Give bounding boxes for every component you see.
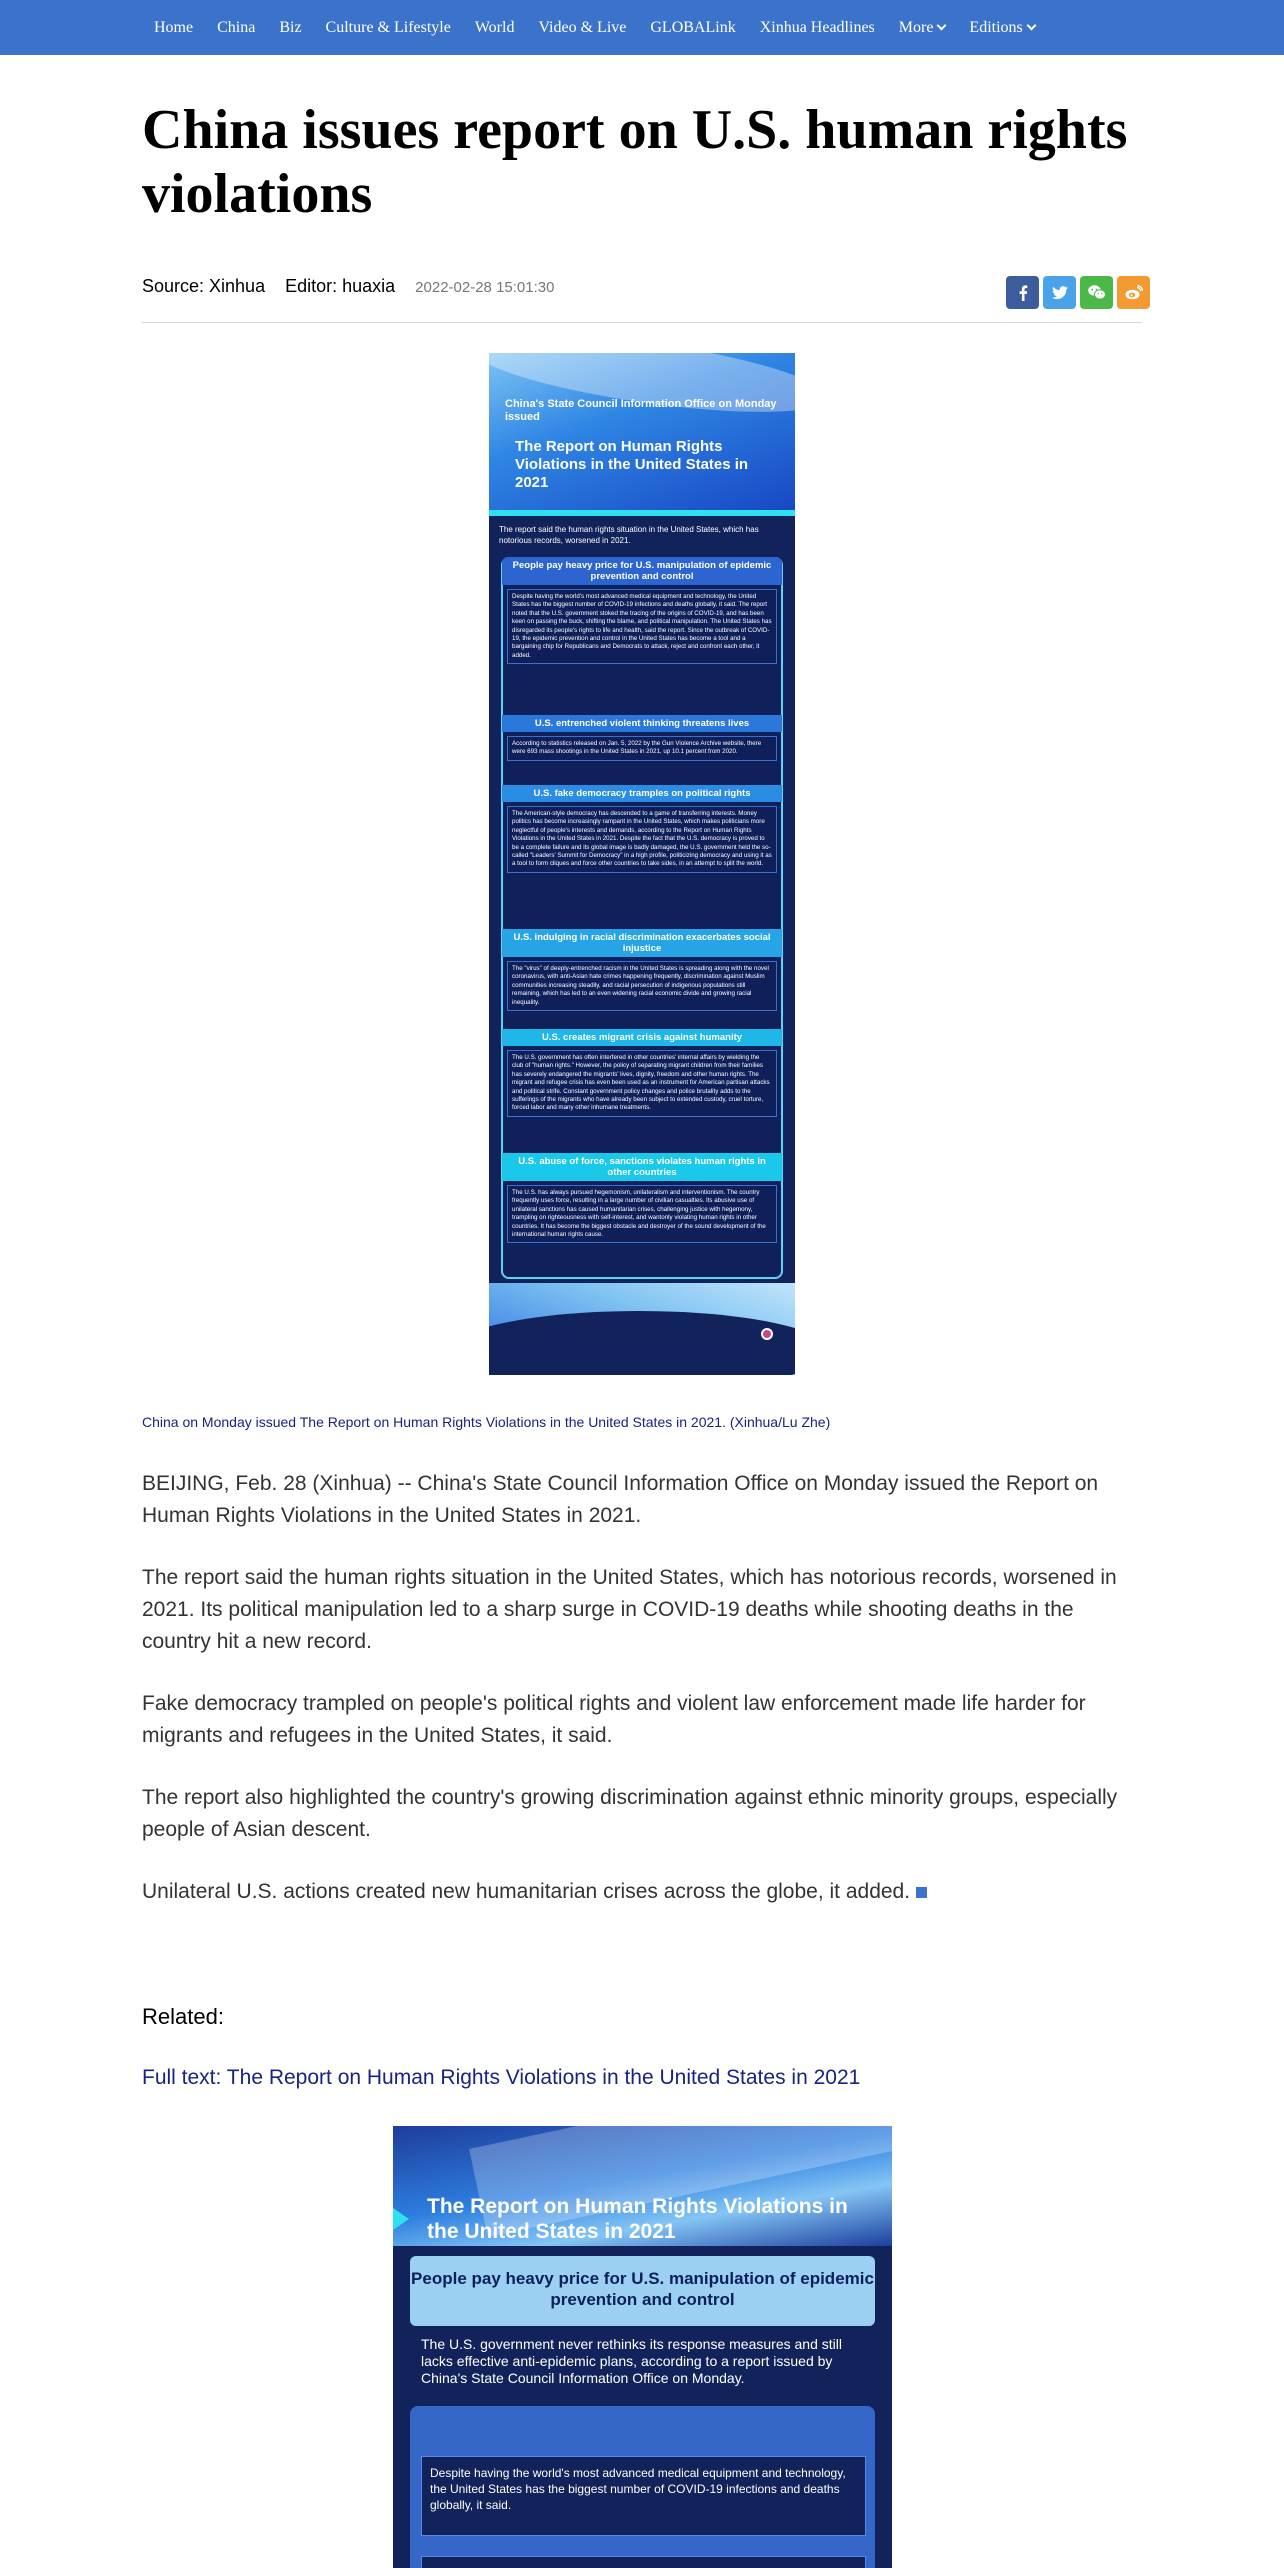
related-infographic[interactable]	[393, 2126, 892, 2568]
nav-menu	[154, 0, 1059, 55]
infographic-title: The Report on Human Rights Violations in the United States in 2021	[515, 438, 749, 491]
section-heading: U.S. fake democracy tramples on political rights	[502, 785, 782, 802]
nav-editions-label: Editions	[969, 18, 1023, 36]
section-body: The "virus" of deeply-entrenched racism in the United States is spreading along with the novel coronavirus, with anti-Asian hate crimes happening frequently, discrimination against Muslim communities increasing steadily, and racial persecution of indigenous populations still remaining, which has led to an even widening racial economic divide and growing racial inequality.	[507, 961, 777, 1011]
chevron-down-icon	[937, 21, 947, 31]
triangle-marker-icon	[393, 2208, 409, 2230]
nav-more-label: More	[898, 18, 934, 36]
wechat-icon	[1088, 285, 1106, 300]
article-paragraph: Fake democracy trampled on people's political rights and violent law enforcement made life harder for migrants and refugees in the United States, it said.	[142, 1692, 1086, 1747]
article-paragraph-last	[142, 1876, 1142, 1908]
nav-item-globalink[interactable]: GLOBALink	[650, 18, 736, 36]
article-editor: Editor: huaxia	[285, 276, 396, 296]
meta-divider	[142, 322, 1142, 323]
article-source: Source: Xinhua	[142, 276, 266, 296]
infographic-box-text: Despite having the world's most advanced medical equipment and technology, the United States has the biggest number of COVID-19 infections and deaths globally, it said.	[421, 2456, 866, 2536]
image-caption: China on Monday issued The Report on Human Rights Violations in the United States in 2021. (Xinhua/Lu Zhe)	[142, 1414, 831, 1430]
infographic-title: The Report on Human Rights Violations in the United States in 2021	[427, 2195, 848, 2243]
nav-item-home[interactable]: Home	[154, 18, 194, 36]
section-heading: U.S. creates migrant crisis against humanity	[502, 1029, 782, 1046]
section-heading: U.S. indulging in racial discrimination exacerbates social injustice	[502, 929, 782, 957]
chevron-down-icon	[1026, 21, 1036, 31]
infographic-section-heading: People pay heavy price for U.S. manipulation of epidemic prevention and control	[410, 2256, 875, 2326]
article-time: 2022-02-28 15:01:30	[415, 279, 555, 296]
infographic-section	[502, 1029, 782, 1121]
nav-item-video-live[interactable]: Video & Live	[538, 18, 627, 36]
section-heading: U.S. abuse of force, sanctions violates human rights in other countries	[502, 1153, 782, 1181]
article-paragraph-text: Unilateral U.S. actions created new humanitarian crises across the globe, it added.	[142, 1880, 911, 1903]
share-facebook-button[interactable]	[1006, 276, 1039, 309]
infographic-accent-bar	[489, 510, 795, 516]
share-wechat-button[interactable]	[1080, 276, 1113, 309]
infographic-intro: The report said the human rights situation in the United States, which has notorious records, worsened in 2021.	[499, 525, 759, 545]
infographic-footer	[489, 1283, 795, 1375]
infographic-subtitle: China's State Council Information Office on Monday issued	[505, 398, 777, 423]
related-label: Related:	[142, 2004, 224, 2029]
nav-item-biz[interactable]: Biz	[279, 18, 302, 36]
nav-item-xinhua-headlines[interactable]: Xinhua Headlines	[759, 18, 875, 36]
section-body: According to statistics released on Jan. 5, 2022 by the Gun Violence Archive website, there were 693 mass shootings in the United States in 2021, up 10.1 percent from 2020.	[507, 736, 777, 761]
article-paragraph: BEIJING, Feb. 28 (Xinhua) -- China's State Council Information Office on Monday issued the Report on Human Rights Violations in the United States in 2021.	[142, 1472, 1099, 1527]
related-link[interactable]: Full text: The Report on Human Rights Violations in the United States in 2021	[142, 2066, 861, 2089]
section-body: The U.S. has always pursued hegemonism, unilateralism and interventionism. The country frequently uses force, resulting in a large number of civilian casualties. Its abusive use of unilateral sanctions has caused humanitarian crises, challenging justice with hegemony, trampling on righteousness with self-interest, and wantonly violating human rights in other countries. It has become the biggest obstacle and destroyer of the sound development of the international human rights cause.	[507, 1185, 777, 1243]
article-paragraph: The report said the human rights situation in the United States, which has notorious records, worsened in 2021. Its political manipulation led to a sharp surge in COVID-19 deaths while shooting deaths in the country hit a new record.	[142, 1566, 1117, 1653]
weibo-icon	[1125, 285, 1143, 300]
section-body: The American-style democracy has descended to a game of transferring interests. Money politics has become increasingly rampant in the United States, which makes politicians more neglectful of people's interests and demands, according to the Report on Human Rights Violations in the United States in 2021. Despite the fact that the U.S. democracy is proved to be a complete failure and its global image is badly damaged, the U.S. government held the so-called "Leaders' Summit for Democracy" in a high profile, politicizing democracy and using it as a tool to form cliques and force other countries to take sides, in an attempt to split the world.	[507, 806, 777, 873]
article-title: China issues report on U.S. human rights violations	[142, 99, 1128, 225]
share-twitter-button[interactable]	[1043, 276, 1076, 309]
nav-item-editions[interactable]	[969, 19, 1034, 37]
article-paragraph: The report also highlighted the country's growing discrimination against ethnic minority groups, especially people of Asian descent.	[142, 1786, 1118, 1841]
nav-item-more[interactable]	[899, 19, 946, 37]
nav-item-culture-lifestyle[interactable]: Culture & Lifestyle	[325, 18, 451, 36]
infographic-section	[502, 557, 782, 668]
infographic-section	[502, 785, 782, 877]
article-meta	[142, 276, 574, 297]
facebook-icon	[1018, 285, 1028, 301]
infographic-section	[502, 929, 782, 1015]
infographic-main	[489, 353, 795, 1375]
section-heading: U.S. entrenched violent thinking threatens lives	[502, 715, 782, 732]
share-bar	[1002, 276, 1150, 309]
logo-dot-icon	[761, 1328, 773, 1340]
nav-item-world[interactable]: World	[474, 18, 515, 36]
section-body: Despite having the world's most advanced medical equipment and technology, the United States has the biggest number of COVID-19 infections and deaths globally, it said. The report noted that the U.S. government stoked the tracing of the origins of COVID-19, and has been keen on passing the buck, shifting the blame, and political manipulation. The United States has disregarded its people's rights to life and health, said the report. Since the outbreak of COVID-19, the epidemic prevention and control in the United States has become a tool and a bargaining chip for Republicans and Democrats to attack, reject and confront each other, it added.	[507, 589, 777, 664]
share-weibo-button[interactable]	[1117, 276, 1150, 309]
nav-item-china[interactable]: China	[217, 18, 256, 36]
infographic-section	[502, 715, 782, 765]
section-body: The U.S. government has often interfered in other countries' internal affairs by wielding the club of "human rights." However, the policy of separating migrant children from their families has severely endangered the migrants' lives, dignity, freedom and other human rights. The migrant and refugee crisis has even been used as an instrument for American partisan attacks and political strife. Constant government policy changes and police brutality adds to the sufferings of the migrants who have already been subject to extended custody, cruel torture, forced labor and many other inhumane treatments.	[507, 1050, 777, 1117]
decorative-wave	[489, 1311, 795, 1375]
end-square-icon	[916, 1887, 927, 1898]
twitter-icon	[1052, 286, 1068, 300]
top-nav	[0, 0, 1284, 55]
infographic-box-next	[421, 2556, 866, 2568]
infographic-section	[502, 1153, 782, 1247]
infographic-lead: The U.S. government never rethinks its response measures and still lacks effective anti-epidemic plans, according to a report issued by China's State Council Information Office on Monday.	[421, 2336, 842, 2386]
section-heading: People pay heavy price for U.S. manipulation of epidemic prevention and control	[502, 557, 782, 585]
